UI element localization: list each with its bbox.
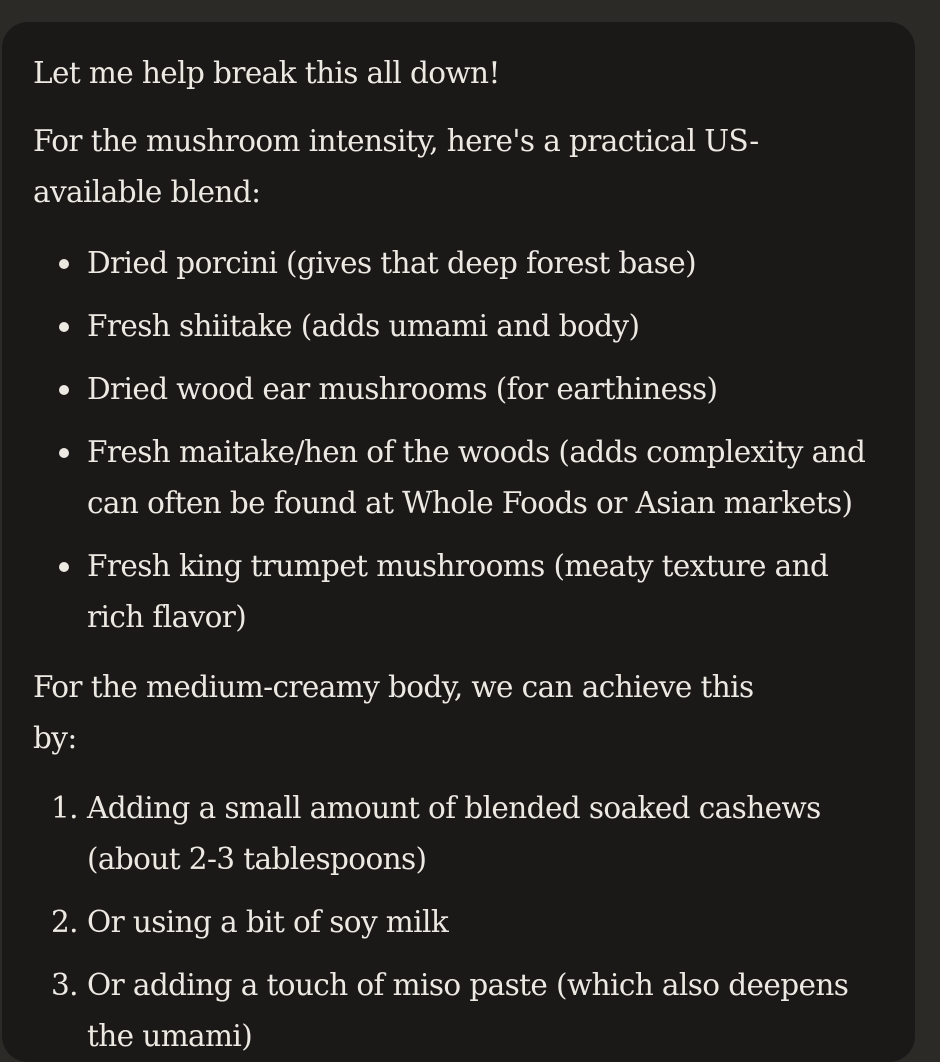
bullet-icon (59, 385, 69, 395)
list-number: 3. (51, 968, 78, 1002)
list-item-text: Fresh maitake/hen of the woods (adds complexity and can often be found at Whole Foods or Asian markets) (87, 435, 866, 520)
list-item (33, 960, 887, 1062)
mushroom-list (33, 238, 915, 643)
list-item (33, 364, 887, 415)
list-item-text: Fresh shiitake (adds umami and body) (87, 309, 640, 343)
list-item-text: Or adding a touch of miso paste (which also deepens the umami) (87, 968, 849, 1053)
bullet-icon (59, 562, 69, 572)
list-item (33, 301, 887, 352)
list-item (33, 541, 887, 643)
list-number: 1. (51, 791, 78, 825)
bullet-icon (59, 322, 69, 332)
body-options-list (33, 783, 915, 1062)
list-number: 2. (51, 905, 78, 939)
list-item-text: Dried wood ear mushrooms (for earthiness) (87, 372, 718, 406)
list-item (33, 427, 887, 529)
assistant-message (2, 22, 915, 1062)
list-item (33, 897, 887, 948)
list-item-text: Adding a small amount of blended soaked cashews (about 2-3 tablespoons) (87, 791, 821, 876)
bullet-icon (59, 448, 69, 458)
message-intro: Let me help break this all down! (33, 56, 500, 90)
list-item (33, 238, 887, 289)
list-item-text: Fresh king trumpet mushrooms (meaty texture and rich flavor) (87, 549, 829, 634)
bullet-icon (59, 259, 69, 269)
mushroom-heading: For the mushroom intensity, here's a practical US-available blend: (33, 124, 759, 209)
list-item-text: Or using a bit of soy milk (87, 905, 449, 939)
list-item-text: Dried porcini (gives that deep forest base) (87, 246, 697, 280)
body-heading: For the medium-creamy body, we can achieve this by: (33, 670, 754, 755)
list-item (33, 783, 887, 885)
